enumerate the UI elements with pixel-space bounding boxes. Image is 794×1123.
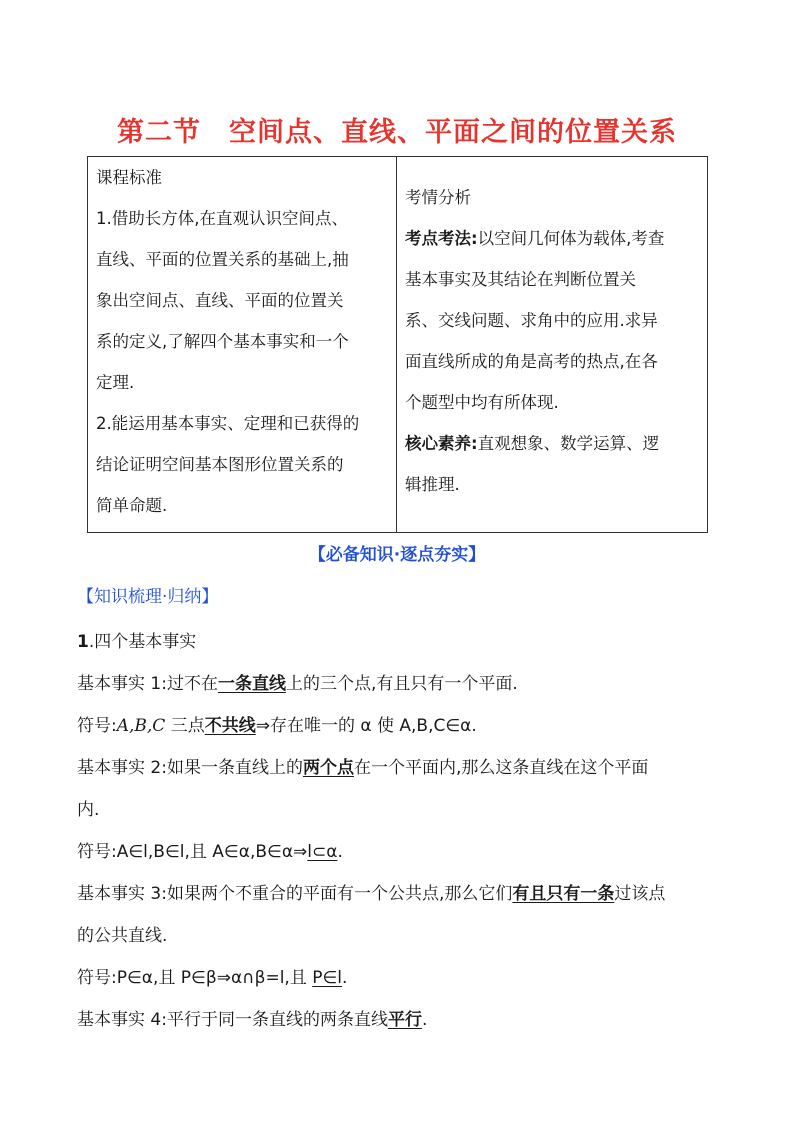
fact-4: 基本事实 4:平行于同一条直线的两条直线平行.	[77, 1010, 428, 1030]
standards-table	[87, 156, 708, 533]
exam-analysis-cell	[397, 157, 708, 533]
page-title: 第二节 空间点、直线、平面之间的位置关系	[117, 117, 677, 148]
exam-point-block: 考点考法:以空间几何体为载体,考查 基本事实及其结论在判断位置关 系、交线问题、求角中的应用.求异 面直线所成的角是高考的热点,在各 个题型中均有所体现.	[405, 229, 665, 412]
course-standards-header: 课程标准	[96, 168, 162, 187]
sub-heading: 【知识梳理·归纳】	[77, 587, 219, 607]
symbol-3: 符号:P∈α,且 P∈β⇒α∩β=l,且 P∈l.	[77, 968, 348, 988]
section-heading: 【必备知识·逐点夯实】	[308, 545, 486, 565]
core-literacy-label: 核心素养:	[405, 434, 478, 453]
standard-item-1: 1.借助长方体,在直观认识空间点、 直线、平面的位置关系的基础上,抽 象出空间点、直线、平面的位置关 系的定义,了解四个基本事实和一个 定理.	[96, 209, 349, 392]
exam-point-label: 考点考法:	[405, 229, 478, 248]
fact-2: 基本事实 2:如果一条直线上的两个点在一个平面内,那么这条直线在这个平面	[77, 758, 649, 778]
fact-3: 基本事实 3:如果两个不重合的平面有一个公共点,那么它们有且只有一条过该点	[77, 884, 666, 904]
symbol-2: 符号:A∈l,B∈l,且 A∈α,B∈α⇒l⊂α.	[77, 842, 343, 862]
core-literacy-block: 核心素养:直观想象、数学运算、逻 辑推理.	[405, 434, 660, 494]
exam-analysis-header: 考情分析	[405, 188, 471, 207]
fact-1: 基本事实 1:过不在一条直线上的三个点,有且只有一个平面.	[77, 674, 518, 694]
fact-3-cont: 的公共直线.	[77, 926, 168, 946]
fact-2-cont: 内.	[77, 800, 100, 820]
item-title: 1.四个基本事实	[77, 632, 197, 652]
symbol-1: 符号:A,B,C 三点不共线⇒存在唯一的 α 使 A,B,C∈α.	[77, 716, 477, 736]
course-standards-cell	[88, 157, 397, 533]
standard-item-2: 2.能运用基本事实、定理和已获得的 结论证明空间基本图形位置关系的 简单命题.	[96, 414, 360, 515]
